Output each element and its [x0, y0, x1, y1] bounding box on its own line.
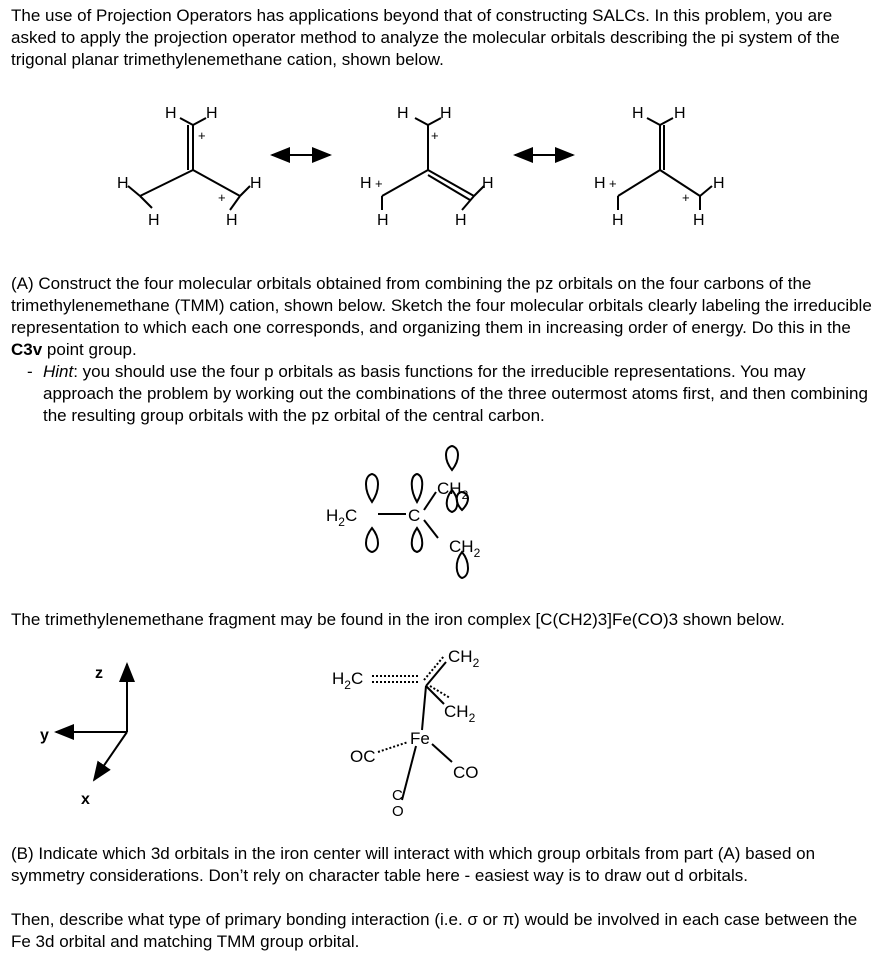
atom-h: H — [226, 212, 238, 229]
resonance-structures — [0, 100, 886, 230]
closing-question: Then, describe what type of primary bonding interaction (i.e. σ or π) would be involved in each case between the Fe 3d orbital and matching TMM group orbital. — [11, 910, 858, 951]
ch2-bottom-label: $CH_2$ — [449, 537, 481, 560]
iron-complex-structure — [320, 640, 540, 820]
atom-h: H — [117, 175, 129, 192]
part-a-question: (A) Construct the four molecular orbitals obtained from combining the pz orbitals on the four carbons of the trimethylenemethane (TMM) cation, shown below. Sketch the four molecular orbitals clearly labeling the irreducible representation to which each one corresponds, and organizing them in increasing order of energy. Do this in the C3v point group. — [11, 274, 872, 359]
charge-plus: + — [375, 176, 383, 191]
atom-h: H — [713, 175, 725, 192]
atom-h: H — [455, 212, 467, 229]
atom-h: H — [148, 212, 160, 229]
charge-plus: + — [609, 176, 617, 191]
hint-label: Hint — [43, 362, 74, 381]
tmm-p-orbital-diagram — [320, 440, 540, 590]
point-group: C3v — [11, 340, 43, 359]
atom-h: H — [360, 175, 372, 192]
p-orbital-lobe — [412, 528, 423, 552]
atom-h: H — [612, 212, 624, 229]
hint-block — [27, 361, 877, 427]
part-b-question: (B) Indicate which 3d orbitals in the iron center will interact with which group orbitals from part (A) based on symmetry considerations. Don’t rely on character table here - easiest way is to draw out d orbitals. — [11, 844, 816, 885]
p-orbital-lobe — [446, 446, 458, 470]
intro-paragraph: The use of Projection Operators has applications beyond that of constructing SALCs. In this problem, you are asked to apply the projection operator method to analyze the molecular orbitals describing the pi system of the trigonal planar trimethylenemethane cation, shown below. — [11, 6, 840, 69]
atom-h: H — [693, 212, 705, 229]
coordinate-axes — [30, 650, 170, 810]
atom-h: H — [377, 212, 389, 229]
complex-intro: The trimethylenemethane fragment may be found in the iron complex [C(CH2)3]Fe(CO)3 shown below. — [11, 610, 785, 629]
p-orbital-lobe — [412, 474, 423, 502]
ch2-top-label: $CH_2$ — [437, 479, 469, 502]
hint-dash: - — [27, 362, 33, 381]
carbonyl-right-label: CO — [453, 763, 479, 782]
carbonyl-bottom-c: C — [392, 787, 403, 804]
p-orbital-lobe — [366, 528, 378, 552]
ch2-bottom-label: $CH_2$ — [444, 702, 476, 725]
iron-label: Fe — [410, 729, 430, 748]
carbonyl-left-label: OC — [350, 747, 376, 766]
atom-h: H — [594, 175, 606, 192]
atom-h: H — [397, 105, 409, 122]
charge-plus: + — [198, 128, 206, 143]
charge-plus: + — [431, 128, 439, 143]
ch2-top-label: $CH_2$ — [448, 647, 480, 670]
atom-h: H — [482, 175, 494, 192]
h2c-label: $H_2C$ — [332, 669, 364, 692]
charge-plus: + — [682, 190, 690, 205]
y-axis-label: y — [40, 727, 49, 744]
hint-text: : you should use the four p orbitals as basis functions for the irreducible representations. You may approach the problem by working out the combinations of the three outermost atoms first, and then combining the resulting group orbitals with the pz orbital of the central carbon. — [43, 362, 868, 425]
atom-h: H — [440, 105, 452, 122]
carbonyl-bottom-o: O — [392, 803, 404, 820]
atom-h: H — [632, 105, 644, 122]
atom-h: H — [165, 105, 177, 122]
x-axis-label: x — [81, 791, 90, 808]
h2c-label: $H_2C$ — [326, 506, 358, 529]
atom-h: H — [206, 105, 218, 122]
atom-h: H — [674, 105, 686, 122]
p-orbital-lobe — [366, 474, 378, 502]
charge-plus: + — [218, 190, 226, 205]
z-axis-label: z — [95, 665, 103, 682]
center-carbon-label: C — [408, 506, 421, 525]
atom-h: H — [250, 175, 262, 192]
